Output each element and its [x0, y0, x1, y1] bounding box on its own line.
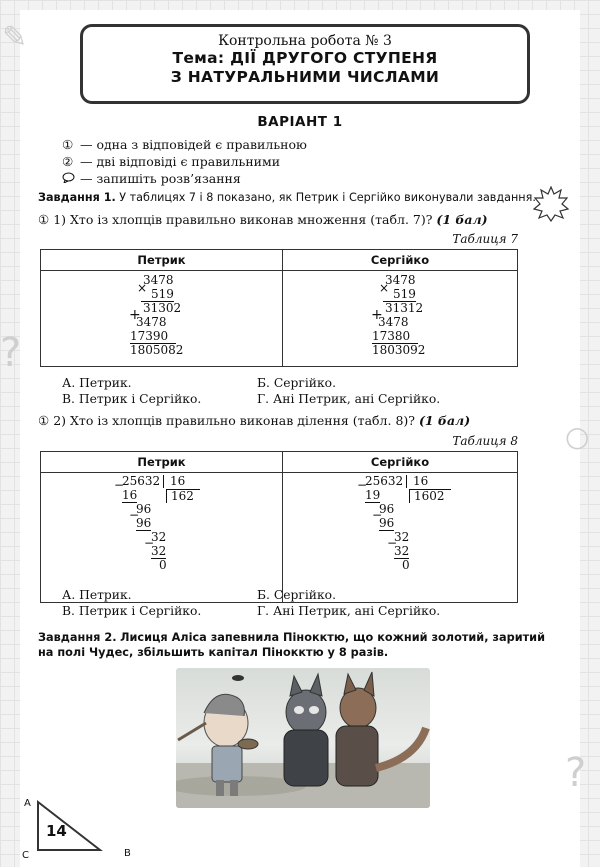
question-1-points: (1 бал): [436, 212, 488, 227]
task-2-label: Завдання 2.: [38, 631, 117, 644]
table-7-cell-petryk: [41, 271, 283, 367]
table-8-header-petryk: Петрик: [41, 452, 283, 473]
dividend: 25632: [365, 475, 407, 488]
calc-line: 0: [402, 558, 410, 572]
table-7-header-serhiiko: Сергійко: [283, 250, 518, 271]
multiplication-serhiiko: [371, 273, 445, 366]
calc-line: 96: [136, 516, 152, 530]
answer-b[interactable]: Б. Сергійко.: [257, 376, 336, 390]
topic-line-1: Тема: ДІЇ ДРУГОГО СТУПЕНЯ: [172, 49, 438, 67]
question-1: [38, 212, 488, 227]
plus-sign: +: [129, 307, 141, 323]
calc-line: 1803092: [372, 343, 426, 357]
legend-item: [62, 170, 307, 187]
legend-text: — запишіть розв’язання: [79, 171, 241, 186]
table-7-header-petryk: Петрик: [41, 250, 283, 271]
page-number-badge: [22, 798, 131, 861]
speech-bubble-icon: [62, 170, 76, 187]
calc-line: 96: [136, 502, 152, 516]
doodle-question-icon: ?: [565, 750, 587, 796]
task-1-label: Завдання 1.: [38, 191, 116, 204]
calc-line: 1805082: [130, 343, 184, 357]
calc-line: 3478: [143, 273, 174, 287]
calc-line: 32: [394, 530, 410, 544]
answer-a[interactable]: А. Петрик.: [62, 376, 132, 390]
times-sign: ×: [137, 281, 148, 295]
doodle-circle-icon: ○: [565, 420, 590, 453]
calc-line: 3478: [385, 273, 416, 287]
legend-item: [62, 136, 307, 153]
variant-title: ВАРІАНТ 1: [257, 114, 343, 130]
table-8-cell-petryk: [41, 473, 283, 603]
legend-item: [62, 153, 307, 170]
task-1: [38, 191, 536, 204]
table-8-header-serhiiko: Сергійко: [283, 452, 518, 473]
answer-g[interactable]: Г. Ані Петрик, ані Сергійко.: [257, 392, 441, 406]
calc-line: 32: [151, 530, 167, 544]
times-sign: ×: [379, 281, 390, 295]
legend-text: — одна з відповідей є правильною: [79, 137, 307, 152]
test-header: [80, 24, 530, 104]
dividend: 25632: [122, 475, 164, 488]
triangle-vertex-b: B: [124, 848, 131, 859]
multiplication-petryk: [129, 273, 203, 366]
question-2-points: (1 бал): [418, 413, 471, 428]
calc-line: 3478: [378, 315, 409, 329]
calc-line: 96: [379, 502, 395, 516]
table-7-cell-serhiiko: [283, 271, 518, 367]
test-subtitle: Контрольна робота № 3: [218, 33, 392, 49]
triangle-vertex-a: A: [24, 798, 31, 809]
calc-line: 31302: [143, 301, 182, 315]
table-8: [40, 451, 518, 603]
question-1-text: 1) Хто із хлопців правильно виконав множення (табл. 7)?: [53, 212, 433, 227]
circled-one-icon: ①: [38, 413, 50, 428]
answer-a[interactable]: А. Петрик.: [62, 588, 132, 602]
pinocchio-illustration: [176, 668, 430, 808]
answer-b[interactable]: Б. Сергійко.: [257, 588, 336, 602]
question-2: [38, 413, 470, 428]
minus-sign: −: [372, 508, 383, 522]
divisor: 16: [413, 474, 429, 488]
calc-line: 96: [379, 516, 395, 530]
table-7-caption: Таблиця 7: [452, 232, 518, 246]
table-8-caption: Таблиця 8: [452, 434, 518, 448]
starburst-icon: [533, 186, 569, 222]
calc-line: 17380: [372, 330, 418, 344]
minus-sign: −: [387, 536, 398, 550]
calc-line: 17390: [130, 330, 176, 344]
doodle-ruler-icon: ✎: [2, 20, 28, 55]
task-2-text-line-1: Лисиця Аліса запевнила Пінокктю, що кожний золотий, заритий: [120, 631, 545, 644]
divisor: 16: [170, 474, 186, 488]
task-1-text: У таблицях 7 і 8 показано, як Петрик і Сергійко виконували завдання.: [119, 191, 536, 204]
doodle-question-icon: ?: [0, 330, 22, 376]
minus-sign: −: [129, 508, 140, 522]
quotient: 162: [166, 489, 200, 503]
calc-line: 32: [394, 544, 410, 558]
division-petryk: [114, 474, 228, 601]
calc-line: 16: [122, 488, 138, 502]
triangle-vertex-c: C: [22, 850, 29, 861]
table-8-cell-serhiiko: [283, 473, 518, 603]
table-7: [40, 249, 518, 367]
task-2-text-line-2: на полі Чудес, збільшить капітал Пінокктю у 8 разів.: [38, 646, 389, 659]
legend: [62, 136, 307, 187]
calc-line: 31312: [385, 301, 424, 315]
calc-line: 519: [141, 288, 174, 302]
calc-line: 0: [159, 558, 167, 572]
calc-line: 19: [365, 488, 381, 502]
topic-line-2: З НАТУРАЛЬНИМИ ЧИСЛАМИ: [170, 68, 440, 86]
plus-sign: +: [371, 307, 383, 323]
minus-sign: −: [144, 536, 155, 550]
answer-g[interactable]: Г. Ані Петрик, ані Сергійко.: [257, 604, 441, 618]
calc-line: 32: [151, 544, 167, 558]
minus-sign: −: [114, 478, 125, 492]
minus-sign: −: [357, 478, 368, 492]
calc-line: 519: [383, 288, 416, 302]
task-2: [38, 630, 545, 660]
question-2-text: 2) Хто із хлопців правильно виконав ділення (табл. 8)?: [53, 413, 415, 428]
answer-v[interactable]: В. Петрик і Сергійко.: [62, 392, 202, 406]
quotient: 1602: [409, 489, 451, 503]
page-number: 14: [46, 822, 67, 840]
circled-one-icon: ①: [38, 212, 50, 227]
division-serhiiko: [357, 474, 471, 601]
calc-line: 3478: [136, 315, 167, 329]
answer-v[interactable]: В. Петрик і Сергійко.: [62, 604, 202, 618]
circled-two-icon: ②: [62, 154, 74, 169]
circled-one-icon: ①: [62, 137, 74, 152]
legend-text: — дві відповіді є правильними: [79, 154, 281, 169]
